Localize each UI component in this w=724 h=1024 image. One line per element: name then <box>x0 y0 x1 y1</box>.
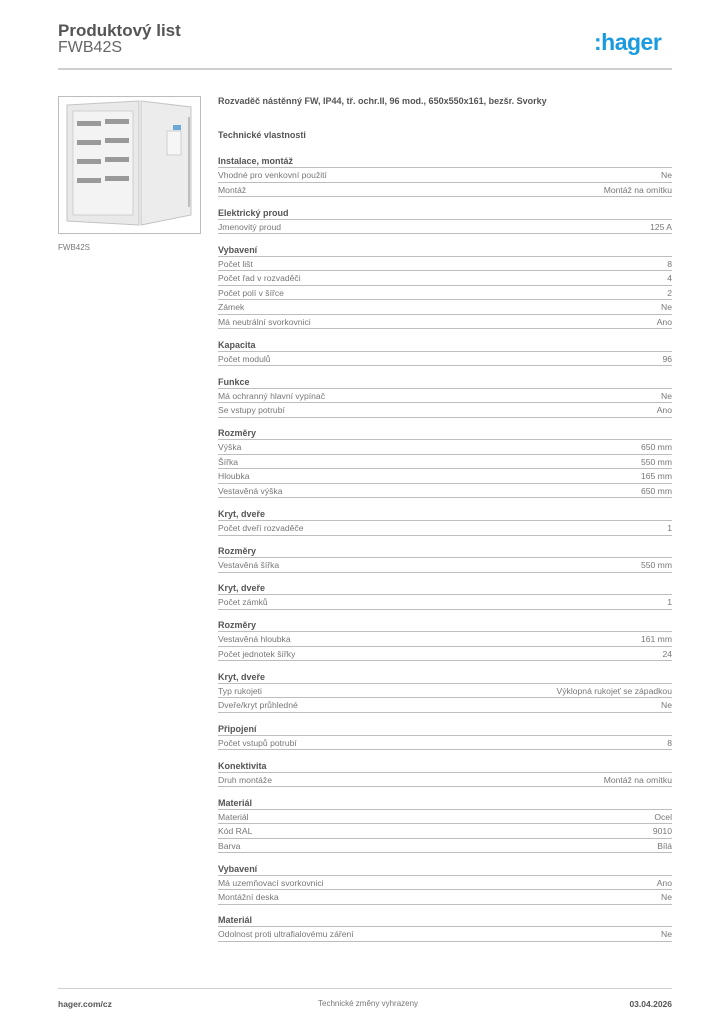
spec-label: Vestavěná výška <box>218 485 283 496</box>
spec-value: Ano <box>656 316 672 327</box>
spec-row <box>218 300 672 315</box>
spec-label: Počet lišt <box>218 258 253 269</box>
spec-group <box>218 582 672 610</box>
footer-date: 03.04.2026 <box>629 999 672 1009</box>
spec-group <box>218 619 672 661</box>
distribution-cabinet-icon <box>59 97 200 233</box>
spec-value: 550 mm <box>640 560 672 571</box>
spec-value: Ano <box>656 877 672 888</box>
spec-group-title: Kryt, dveře <box>218 671 672 684</box>
spec-label: Hloubka <box>218 471 250 482</box>
hager-logo: :hager <box>594 29 662 55</box>
spec-row <box>218 773 672 788</box>
spec-value: Bílá <box>657 840 672 851</box>
spec-group-title: Kapacita <box>218 339 672 352</box>
spec-label: Počet jednotek šířky <box>218 648 296 659</box>
spec-group <box>218 760 672 788</box>
spec-group <box>218 863 672 905</box>
spec-group-title: Elektrický proud <box>218 207 672 220</box>
technical-properties-title: Technické vlastnosti <box>218 130 306 140</box>
spec-value: 161 mm <box>640 634 672 645</box>
spec-value: Ne <box>661 302 672 313</box>
spec-group <box>218 376 672 418</box>
spec-value: Výklopná rukojeť se západkou <box>556 685 672 696</box>
spec-row <box>218 647 672 662</box>
spec-group <box>218 671 672 713</box>
spec-group <box>218 427 672 498</box>
spec-row <box>218 632 672 647</box>
spec-group-title: Rozměry <box>218 545 672 558</box>
spec-value: 9010 <box>652 826 672 837</box>
spec-value: 24 <box>662 648 672 659</box>
spec-label: Vhodné pro venkovní použití <box>218 170 327 180</box>
spec-row <box>218 455 672 470</box>
spec-label: Počet polí v šířce <box>218 287 284 298</box>
spec-group-title: Konektivita <box>218 760 672 773</box>
spec-label: Šířka <box>218 456 239 467</box>
spec-label: Materiál <box>218 811 249 822</box>
spec-value: 550 mm <box>640 456 672 467</box>
spec-group <box>218 545 672 573</box>
spec-group <box>218 914 672 942</box>
footer-divider <box>58 988 672 989</box>
spec-group-title: Kryt, dveře <box>218 508 672 521</box>
spec-group <box>218 723 672 751</box>
spec-value: Ne <box>661 390 672 401</box>
spec-label: Má neutrální svorkovnici <box>218 316 311 327</box>
spec-label: Typ rukojeti <box>218 685 262 696</box>
spec-row <box>218 484 672 499</box>
spec-value: Montáž na omítku <box>603 184 672 195</box>
spec-row <box>218 876 672 891</box>
spec-value: 125 A <box>650 221 672 232</box>
spec-group-title: Připojení <box>218 723 672 736</box>
spec-group <box>218 155 672 197</box>
spec-group-title: Rozměry <box>218 619 672 632</box>
spec-label: Počet řad v rozvaděči <box>218 273 301 284</box>
product-description: Rozvaděč nástěnný FW, IP44, tř. ochr.II, 96 mod., 650x550x161, bezšr. Svorky <box>218 96 547 106</box>
spec-group <box>218 339 672 367</box>
spec-row <box>218 271 672 286</box>
footer-note: Technické změny vyhrazeny <box>318 999 419 1008</box>
header-divider <box>58 68 672 70</box>
spec-group-title: Instalace, montáž <box>218 155 672 168</box>
spec-value: 1 <box>667 597 672 608</box>
spec-row <box>218 927 672 942</box>
spec-group <box>218 207 672 235</box>
spec-label: Počet modulů <box>218 353 271 364</box>
spec-row <box>218 352 672 367</box>
spec-value: 650 mm <box>640 485 672 496</box>
spec-value: 96 <box>662 353 672 364</box>
spec-label: Kód RAL <box>218 826 253 837</box>
spec-group-title: Funkce <box>218 376 672 389</box>
spec-row <box>218 824 672 839</box>
spec-row <box>218 469 672 484</box>
spec-label: Jmenovitý proud <box>218 221 282 232</box>
spec-value: Ne <box>661 170 672 180</box>
spec-label: Druh montáže <box>218 774 272 785</box>
spec-row <box>218 558 672 573</box>
spec-row <box>218 183 672 198</box>
spec-label: Montáž <box>218 184 247 195</box>
spec-row <box>218 220 672 235</box>
spec-label: Má ochranný hlavní vypínač <box>218 390 326 401</box>
spec-row <box>218 736 672 751</box>
spec-row <box>218 168 672 183</box>
spec-groups <box>218 155 672 952</box>
spec-label: Vestavěná hloubka <box>218 634 291 645</box>
spec-value: 4 <box>667 273 672 284</box>
spec-row <box>218 595 672 610</box>
spec-label: Montážní deska <box>218 892 279 903</box>
spec-row <box>218 698 672 713</box>
spec-label: Počet dveří rozvaděče <box>218 523 304 534</box>
spec-group-title: Rozměry <box>218 427 672 440</box>
spec-label: Počet zámků <box>218 597 268 608</box>
spec-row <box>218 890 672 905</box>
spec-label: Zámek <box>218 302 245 313</box>
spec-value: 1 <box>667 523 672 534</box>
page-title: Produktový list <box>58 21 181 40</box>
spec-value: 2 <box>667 287 672 298</box>
product-image <box>58 96 201 234</box>
spec-group-title: Vybavení <box>218 244 672 257</box>
spec-group-title: Vybavení <box>218 863 672 876</box>
spec-value: 8 <box>667 258 672 269</box>
spec-row <box>218 839 672 854</box>
footer-website-link[interactable]: hager.com/cz <box>58 999 112 1009</box>
spec-row <box>218 286 672 301</box>
spec-row <box>218 810 672 825</box>
spec-row <box>218 684 672 699</box>
spec-group-title: Materiál <box>218 914 672 927</box>
spec-value: Ano <box>656 405 672 416</box>
spec-value: 8 <box>667 737 672 748</box>
spec-label: Počet vstupů potrubí <box>218 737 297 748</box>
spec-group-title: Kryt, dveře <box>218 582 672 595</box>
spec-label: Se vstupy potrubí <box>218 405 285 416</box>
spec-label: Výška <box>218 442 242 453</box>
spec-row <box>218 521 672 536</box>
spec-group <box>218 244 672 330</box>
spec-value: Ne <box>661 700 672 711</box>
spec-row <box>218 389 672 404</box>
image-caption: FWB42S <box>58 243 91 252</box>
spec-label: Má uzemňovací svorkovnici <box>218 877 324 888</box>
spec-label: Dveře/kryt průhledné <box>218 700 298 711</box>
spec-value: 165 mm <box>640 471 672 482</box>
spec-group-title: Materiál <box>218 797 672 810</box>
spec-row <box>218 257 672 272</box>
spec-value: Ocel <box>654 811 672 822</box>
spec-label: Vestavěná šířka <box>218 560 280 571</box>
spec-value: 650 mm <box>640 442 672 453</box>
spec-label: Odolnost proti ultrafialovému záření <box>218 929 354 940</box>
spec-row <box>218 440 672 455</box>
spec-value: Ne <box>661 892 672 903</box>
spec-value: Montáž na omítku <box>603 774 672 785</box>
spec-row <box>218 315 672 330</box>
product-code: FWB42S <box>58 39 123 56</box>
spec-value: Ne <box>661 929 672 940</box>
spec-label: Barva <box>218 840 241 851</box>
spec-row <box>218 403 672 418</box>
spec-group <box>218 797 672 854</box>
spec-group <box>218 508 672 536</box>
